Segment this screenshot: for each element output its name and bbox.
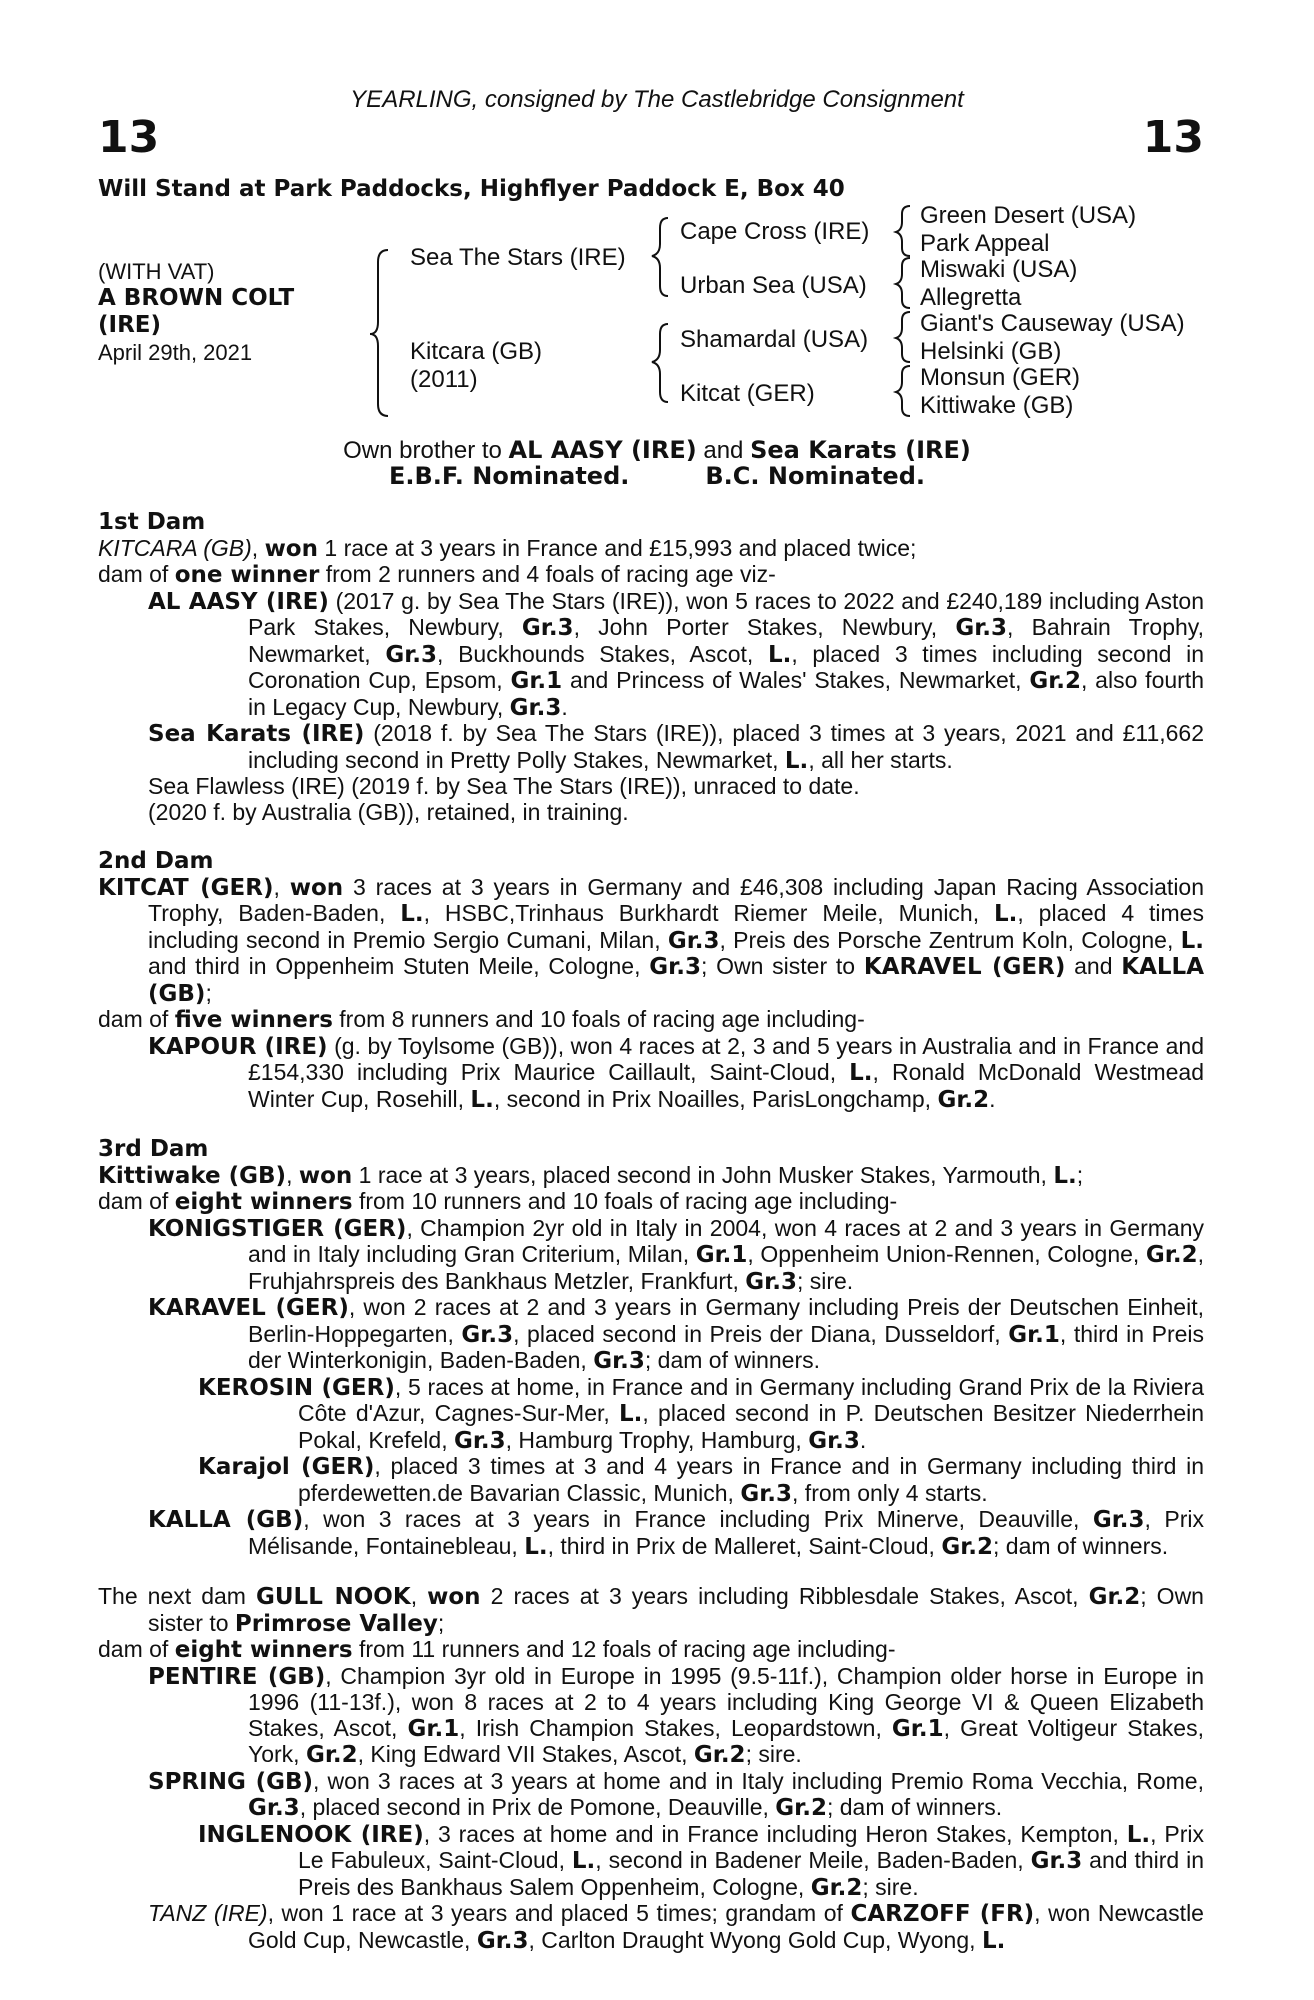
offspring-2020: (2020 f. by Australia (GB)), retained, in training. (148, 798, 629, 825)
horse-description: A BROWN COLT (98, 285, 295, 311)
brace-ss (896, 206, 910, 256)
catalogue-body (98, 510, 1204, 1954)
offspring-kerosin: KEROSIN (GER), 5 races at home, in France and in Germany including Grand Prix de la Riviera Côte d'Azur, Cagnes-Sur-Mer, L., placed second in P. Deutschen Besitzer Niederrhein Pokal, Krefeld, Gr.3, Hamburg Trophy, Hamburg, Gr.3. (198, 1373, 1205, 1454)
own-brother-line (0, 436, 1314, 465)
dam: Kitcara (GB) (410, 338, 543, 365)
offspring-karavel: KARAVEL (GER), won 2 races at 2 and 3 years in Germany including Preis der Deutschen Einheit, Berlin-Hoppegarten, Gr.3, placed second in Preis der Diana, Dusseldorf, Gr.1, third in Preis der Winterkonigin, Baden-Baden, Gr.3; dam of winners. (148, 1294, 1205, 1374)
bc-nomination: B.C. Nominated. (705, 462, 926, 490)
brace-sd (896, 258, 910, 308)
lot-number-left: 13 (98, 112, 160, 163)
next-dam-record: The next dam GULL NOOK, won 2 races at 3 years including Ribblesdale Stakes, Ascot, Gr.2; Own sister to Primrose Valley; (98, 1583, 1204, 1637)
ebf-nomination: E.B.F. Nominated. (388, 462, 630, 490)
second-dam-title: 2nd Dam (98, 848, 214, 874)
third-dam-record: Kittiwake (GB), won 1 race at 3 years, placed second in John Musker Stakes, Yarmouth, L.; (98, 1161, 1084, 1189)
nominations (0, 462, 1314, 491)
stand-location: Will Stand at Park Paddocks, Highflyer Paddock E, Box 40 (98, 176, 845, 202)
ds-sire: Giant's Causeway (USA) (920, 310, 1185, 337)
dam-brace (652, 324, 668, 402)
offspring-karajol: Karajol (GER), placed 3 times at 3 and 4 years in France and in Germany including third in pferdewetten.de Bavarian Classic, Munich, Gr.3, from only 4 starts. (198, 1453, 1205, 1507)
horse-country: (IRE) (98, 312, 162, 338)
sd-sire: Miswaki (USA) (920, 256, 1078, 283)
foaling-date: April 29th, 2021 (98, 340, 253, 365)
offspring-sea-karats: Sea Karats (IRE) (2018 f. by Sea The Stars (IRE)), placed 3 times at 3 years, 2021 and £11,662 including second in Pretty Polly Stakes, Newmarket, L., all her starts. (148, 720, 1204, 774)
sire-dam: Urban Sea (USA) (680, 272, 867, 299)
next-dam-produce: dam of eight winners from 11 runners and 12 foals of racing age including- (98, 1636, 896, 1663)
sire-brace (652, 218, 668, 296)
third-dam-produce: dam of eight winners from 10 runners and 10 foals of racing age including- (98, 1188, 898, 1215)
third-dam-title: 3rd Dam (98, 1136, 209, 1162)
offspring-konigstiger: KONIGSTIGER (GER), Champion 2yr old in Italy in 2004, won 4 races at 2 and 3 years in Germany and in Italy including Gran Criterium, Milan, Gr.1, Oppenheim Union-Rennen, Cologne, Gr.2, Fruhjahrspreis des Bankhaus Metzler, Frankfurt, Gr.3; sire. (148, 1214, 1204, 1295)
first-dam-title: 1st Dam (98, 509, 206, 535)
dam-sire: Shamardal (USA) (680, 326, 869, 353)
offspring-kapour: KAPOUR (IRE) (g. by Toylsome (GB)), won 4 races at 2, 3 and 5 years in Australia and in France and £154,330 including Prix Maurice Caillault, Saint-Cloud, L., Ronald McDonald Westmead Winter Cup, Rosehill, L., second in Prix Noailles, ParisLongchamp, Gr.2. (148, 1032, 1204, 1113)
offspring-kalla: KALLA (GB), won 3 races at 3 years in France including Prix Minerve, Deauville, Gr.3, Prix Mélisande, Fontainebleau, L., third in Prix de Malleret, Saint-Cloud, Gr.2; dam of winners. (148, 1506, 1204, 1560)
offspring-inglenook: INGLENOOK (IRE), 3 races at home and in France including Heron Stakes, Kempton, L., Prix Le Fabuleux, Saint-Cloud, L., second in Badener Meile, Baden-Baden, Gr.3 and third in Preis des Bankhaus Salem Oppenheim, Cologne, Gr.2; sire. (198, 1820, 1205, 1901)
dam-dam: Kitcat (GER) (680, 380, 815, 407)
offspring-al-aasy: AL AASY (IRE) (2017 g. by Sea The Stars (IRE)), won 5 races to 2022 and £240,189 including Aston Park Stakes, Newbury, Gr.3, John Porter Stakes, Newbury, Gr.3, Bahrain Trophy, Newmarket, Gr.3, Buckhounds Stakes, Ascot, L., placed 3 times including second in Coronation Cup, Epsom, Gr.1 and Princess of Wales' Stakes, Newmarket, Gr.2, also fourth in Legacy Cup, Newbury, Gr.3. (148, 587, 1204, 721)
ds-dam: Helsinki (GB) (920, 338, 1062, 365)
sire-sire: Cape Cross (IRE) (680, 218, 870, 245)
lot-number-right: 13 (1142, 112, 1204, 163)
ss-sire: Green Desert (USA) (920, 202, 1137, 229)
offspring-pentire: PENTIRE (GB), Champion 3yr old in Europe in 1995 (9.5-11f.), Champion older horse in Europe in 1996 (11-13f.), won 8 races at 2 to 4 years including King George VI & Queen Elizabeth Stakes, Ascot, Gr.1, Irish Champion Stakes, Leopardstown, Gr.1, Great Voltigeur Stakes, York, Gr.2, King Edward VII Stakes, Ascot, Gr.2; sire. (148, 1662, 1204, 1768)
offspring-sea-flawless: Sea Flawless (IRE) (2019 f. by Sea The Stars (IRE)), unraced to date. (148, 773, 860, 799)
dam-year: (2011) (410, 366, 478, 393)
second-dam-produce: dam of five winners from 8 runners and 10 foals of racing age including- (98, 1006, 865, 1033)
first-dam-record: KITCARA (GB), won 1 race at 3 years in France and £15,993 and placed twice; (98, 534, 917, 562)
dd-dam: Kittiwake (GB) (920, 392, 1074, 419)
own-brother-prefix: Own brother to (343, 437, 509, 464)
own-brother-and: and (696, 437, 751, 464)
vat-note: (WITH VAT) (98, 259, 215, 284)
offspring-tanz: TANZ (IRE), won 1 race at 3 years and placed 5 times; grandam of CARZOFF (FR), won Newcastle Gold Cup, Newcastle, Gr.3, Carlton Draught Wyong Gold Cup, Wyong, L. (148, 1900, 1204, 1954)
sire: Sea The Stars (IRE) (410, 244, 626, 271)
ss-dam: Park Appeal (920, 230, 1050, 257)
brace-ds (896, 312, 910, 362)
consignor-header: YEARLING, consigned by The Castlebridge Consignment (350, 86, 964, 113)
second-dam-record: KITCAT (GER), won 3 races at 3 years in Germany and £46,308 including Japan Racing Association Trophy, Baden-Baden, L., HSBC,Trinhaus Burkhardt Riemer Meile, Munich, L., placed 4 times including second in Premio Sergio Cumani, Milan, Gr.3, Preis des Porsche Zentrum Koln, Cologne, L. and third in Oppenheim Stuten Meile, Cologne, Gr.3; Own sister to KARAVEL (GER) and KALLA (GB); (98, 873, 1205, 1007)
sd-dam: Allegretta (920, 284, 1022, 311)
sibling-2: Sea Karats (IRE) (750, 436, 971, 464)
first-dam-produce: dam of one winner from 2 runners and 4 foals of racing age viz- (98, 561, 776, 588)
main-brace (370, 250, 388, 416)
sibling-1: AL AASY (IRE) (508, 436, 697, 464)
dd-sire: Monsun (GER) (920, 364, 1081, 391)
brace-dd (896, 366, 910, 416)
offspring-spring: SPRING (GB), won 3 races at 3 years at home and in Italy including Premio Roma Vecchia, Rome, Gr.3, placed second in Prix de Pomone, Deauville, Gr.2; dam of winners. (148, 1767, 1204, 1821)
